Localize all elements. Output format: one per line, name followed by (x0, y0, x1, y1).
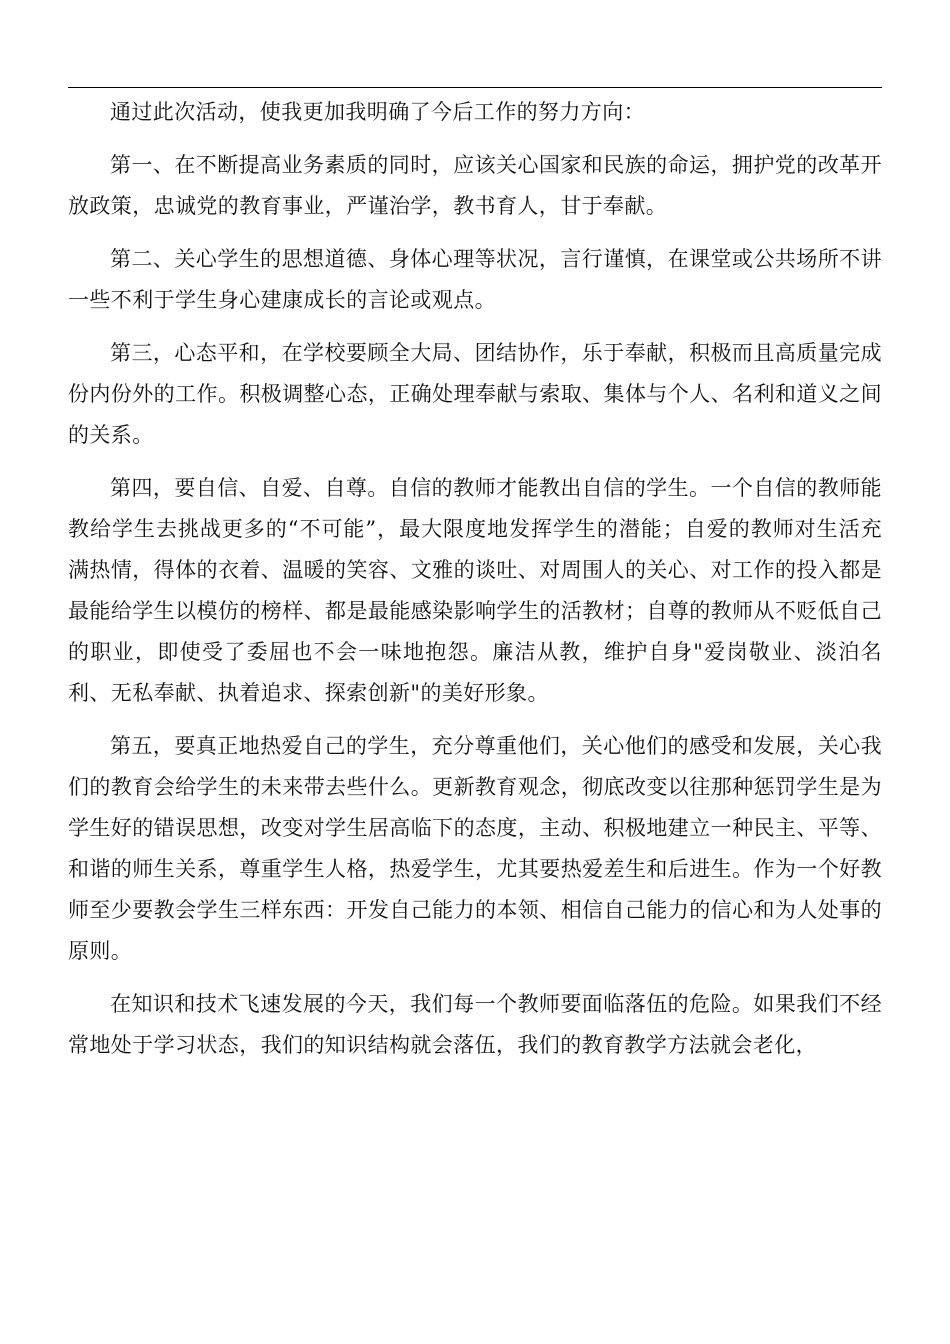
paragraph-fifth: 第五，要真正地热爱自己的学生，充分尊重他们，关心他们的感受和发展，关心我们的教育会给学生的未来带去些什么。更新教育观念，彻底改变以往那种惩罚学生是为学生好的错误思想，改变对学生居高临下的态度，主动、积极地建立一种民主、平等、和谐的师生关系，尊重学生人格，热爱学生，尤其要热爱差生和后进生。作为一个好教师至少要教会学生三样东西：开发自己能力的本领、相信自己能力的信心和为人处事的原则。 (68, 734, 882, 963)
paragraph-fourth: 第四，要自信、自爱、自尊。自信的教师才能教出自信的学生。一个自信的教师能教给学生去挑战更多的“不可能”，最大限度地发挥学生的潜能；自爱的教师对生活充满热情，得体的衣着、温暖的笑容、文雅的谈吐、对周围人的关心、对工作的投入都是最能给学生以模仿的榜样、都是最能感染影响学生的活教材；自尊的教师从不贬低自己的职业，即使受了委屈也不会一味地抱怨。廉洁从教，维护自身"爱岗敬业、淡泊名利、无私奉献、执着追求、探索创新"的美好形象。 (68, 476, 882, 705)
paragraph-intro: 通过此次活动，使我更加我明确了今后工作的努力方向： (110, 100, 645, 124)
paragraph-third: 第三，心态平和，在学校要顾全大局、团结协作，乐于奉献，积极而且高质量完成份内份外的工作。积极调整心态，正确处理奉献与索取、集体与个人、名利和道义之间的关系。 (68, 341, 882, 447)
paragraph-closing: 在知识和技术飞速发展的今天，我们每一个教师要面临落伍的危险。如果我们不经常地处于学习状态，我们的知识结构就会落伍，我们的教育教学方法就会老化， (68, 992, 882, 1057)
paragraph-first: 第一、在不断提高业务素质的同时，应该关心国家和民族的命运，拥护党的改革开放政策，忠诚党的教育事业，严谨治学，教书育人，甘于奉献。 (68, 153, 882, 218)
header-rule (68, 87, 882, 88)
paragraph-second: 第二、关心学生的思想道德、身体心理等状况，言行谨慎，在课堂或公共场所不讲一些不利于学生身心建康成长的言论或观点。 (68, 247, 882, 312)
body-text (68, 92, 882, 1078)
